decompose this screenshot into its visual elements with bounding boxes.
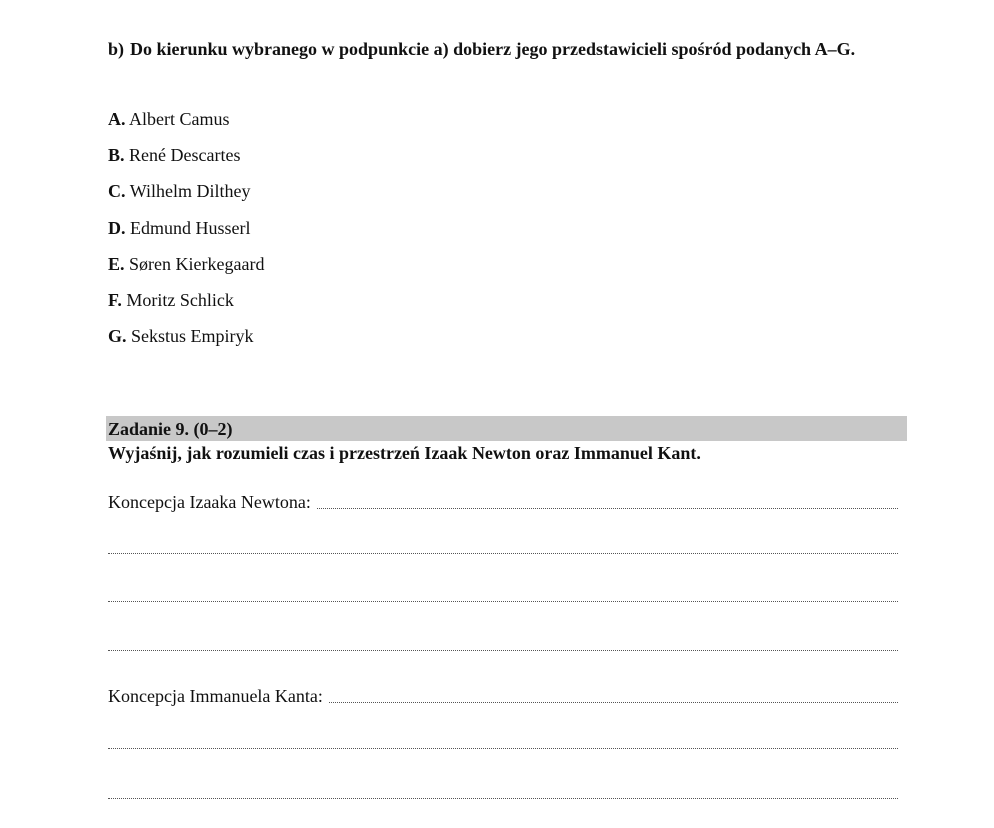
option-letter: C.: [108, 181, 126, 202]
task-title: Zadanie 9. (0–2): [108, 419, 233, 439]
answer-line[interactable]: [108, 633, 898, 655]
kant-answer-label: Koncepcja Immanuela Kanta:: [108, 686, 323, 706]
option-d: [108, 216, 264, 252]
answer-dotted-line[interactable]: [329, 702, 898, 703]
option-name: Wilhelm Dilthey: [129, 181, 251, 202]
option-name: Søren Kierkegaard: [129, 253, 265, 274]
option-name: Sekstus Empiryk: [131, 326, 254, 347]
answer-line[interactable]: [108, 536, 898, 558]
option-c: [108, 179, 264, 215]
answer-options-list: [108, 107, 264, 360]
answer-dotted-line[interactable]: [108, 553, 898, 554]
option-name: Albert Camus: [129, 109, 230, 129]
option-name: Edmund Husserl: [130, 217, 251, 238]
answer-line[interactable]: [108, 584, 898, 606]
kant-answer-line[interactable]: [108, 685, 898, 707]
option-letter: A.: [108, 109, 126, 129]
answer-dotted-line[interactable]: [108, 650, 898, 651]
question-b-marker: b): [108, 39, 125, 59]
option-f: [108, 288, 264, 324]
option-letter: E.: [108, 253, 125, 274]
newton-answer-label: Koncepcja Izaaka Newtona:: [108, 492, 311, 512]
answer-dotted-line[interactable]: [108, 798, 898, 799]
task-9-header: [106, 416, 907, 441]
option-letter: D.: [108, 217, 126, 238]
answer-dotted-line[interactable]: [108, 748, 898, 749]
option-name: René Descartes: [129, 145, 241, 166]
option-letter: F.: [108, 289, 122, 310]
answer-line[interactable]: [108, 731, 898, 753]
option-a: [108, 107, 264, 143]
answer-dotted-line[interactable]: [317, 508, 898, 509]
question-b-text: Do kierunku wybranego w podpunkcie a) dobierz jego przedstawicieli spośród podanych A–G.: [130, 39, 856, 59]
option-e: [108, 252, 264, 288]
option-g: [108, 324, 264, 360]
option-letter: B.: [108, 145, 125, 166]
question-b: [108, 37, 908, 61]
newton-answer-line[interactable]: [108, 491, 898, 513]
answer-dotted-line[interactable]: [108, 601, 898, 602]
answer-line[interactable]: [108, 781, 898, 803]
task-instruction: Wyjaśnij, jak rozumieli czas i przestrzeń Izaak Newton oraz Immanuel Kant.: [108, 443, 701, 463]
option-b: [108, 143, 264, 179]
option-letter: G.: [108, 326, 127, 347]
option-name: Moritz Schlick: [126, 289, 234, 310]
